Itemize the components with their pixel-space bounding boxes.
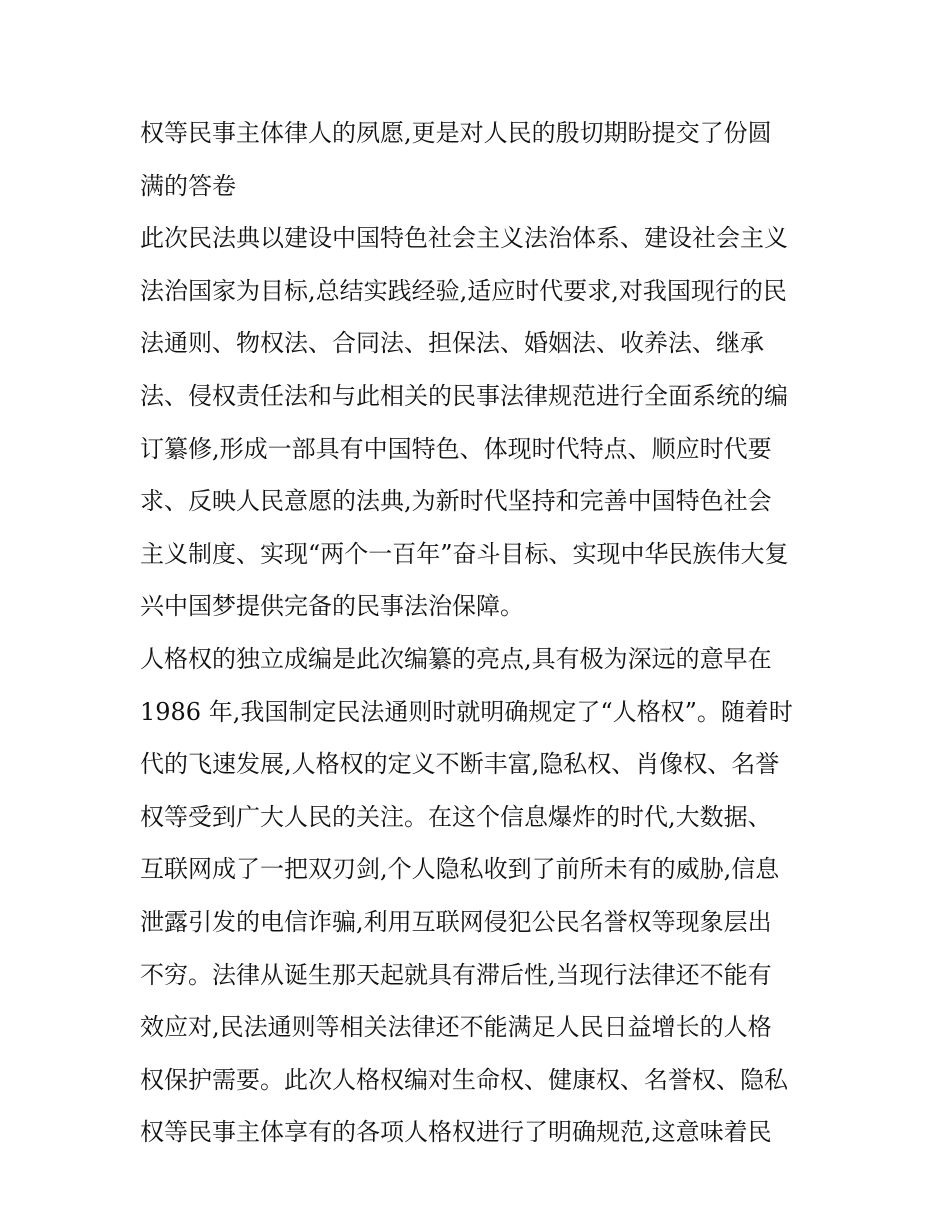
- text-line: 互联网成了一把双刃剑,个人隐私收到了前所未有的威胁,信息: [140, 855, 780, 884]
- text-line: 不穷。法律从诞生那天起就具有滞后性,当现行法律还不能有: [140, 960, 772, 989]
- text-line: 满的答卷: [140, 171, 236, 200]
- text-line: 求、反映人民意愿的法典,为新时代坚持和完善中国特色社会: [140, 487, 772, 516]
- text-line: 主义制度、实现“两个一百年”奋斗目标、实现中华民族伟大复: [140, 539, 789, 568]
- text-line: 效应对,民法通则等相关法律还不能满足人民日益增长的人格: [140, 1013, 772, 1042]
- text-line: 法治国家为目标,总结实践经验,适应时代要求,对我国现行的民: [140, 276, 787, 305]
- text-line: 权保护需要。此次人格权编对生命权、健康权、名誉权、隐私: [140, 1065, 788, 1094]
- text-line: 1986 年,我国制定民法通则时就明确规定了“人格权”。随着时: [140, 697, 793, 726]
- text-line: 泄露引发的电信诈骗,利用互联网侵犯公民名誉权等现象层出: [140, 907, 772, 936]
- text-line: 权等民事主体享有的各项人格权进行了明确规范,这意味着民: [140, 1118, 772, 1147]
- text-line: 此次民法典以建设中国特色社会主义法治体系、建设社会主义: [140, 224, 788, 253]
- text-line: 权等受到广大人民的关注。在这个信息爆炸的时代,大数据、: [140, 802, 772, 831]
- document-body: [140, 107, 820, 1159]
- text-line: 人格权的独立成编是此次编纂的亮点,具有极为深远的意早在: [140, 644, 772, 673]
- text-line: 权等民事主体律人的夙愿,更是对人民的殷切期盼提交了份圆: [140, 119, 772, 147]
- text-line: 法、侵权责任法和与此相关的民事法律规范进行全面系统的编: [140, 381, 788, 410]
- text-line: 订纂修,形成一部具有中国特色、体现时代特点、顺应时代要: [140, 434, 772, 463]
- text-line: 代的飞速发展,人格权的定义不断丰富,隐私权、肖像权、名誉: [140, 750, 780, 779]
- text-line: 兴中国梦提供完备的民事法治保障。: [140, 592, 524, 621]
- text-line: 法通则、物权法、合同法、担保法、婚姻法、收养法、继承: [140, 329, 764, 358]
